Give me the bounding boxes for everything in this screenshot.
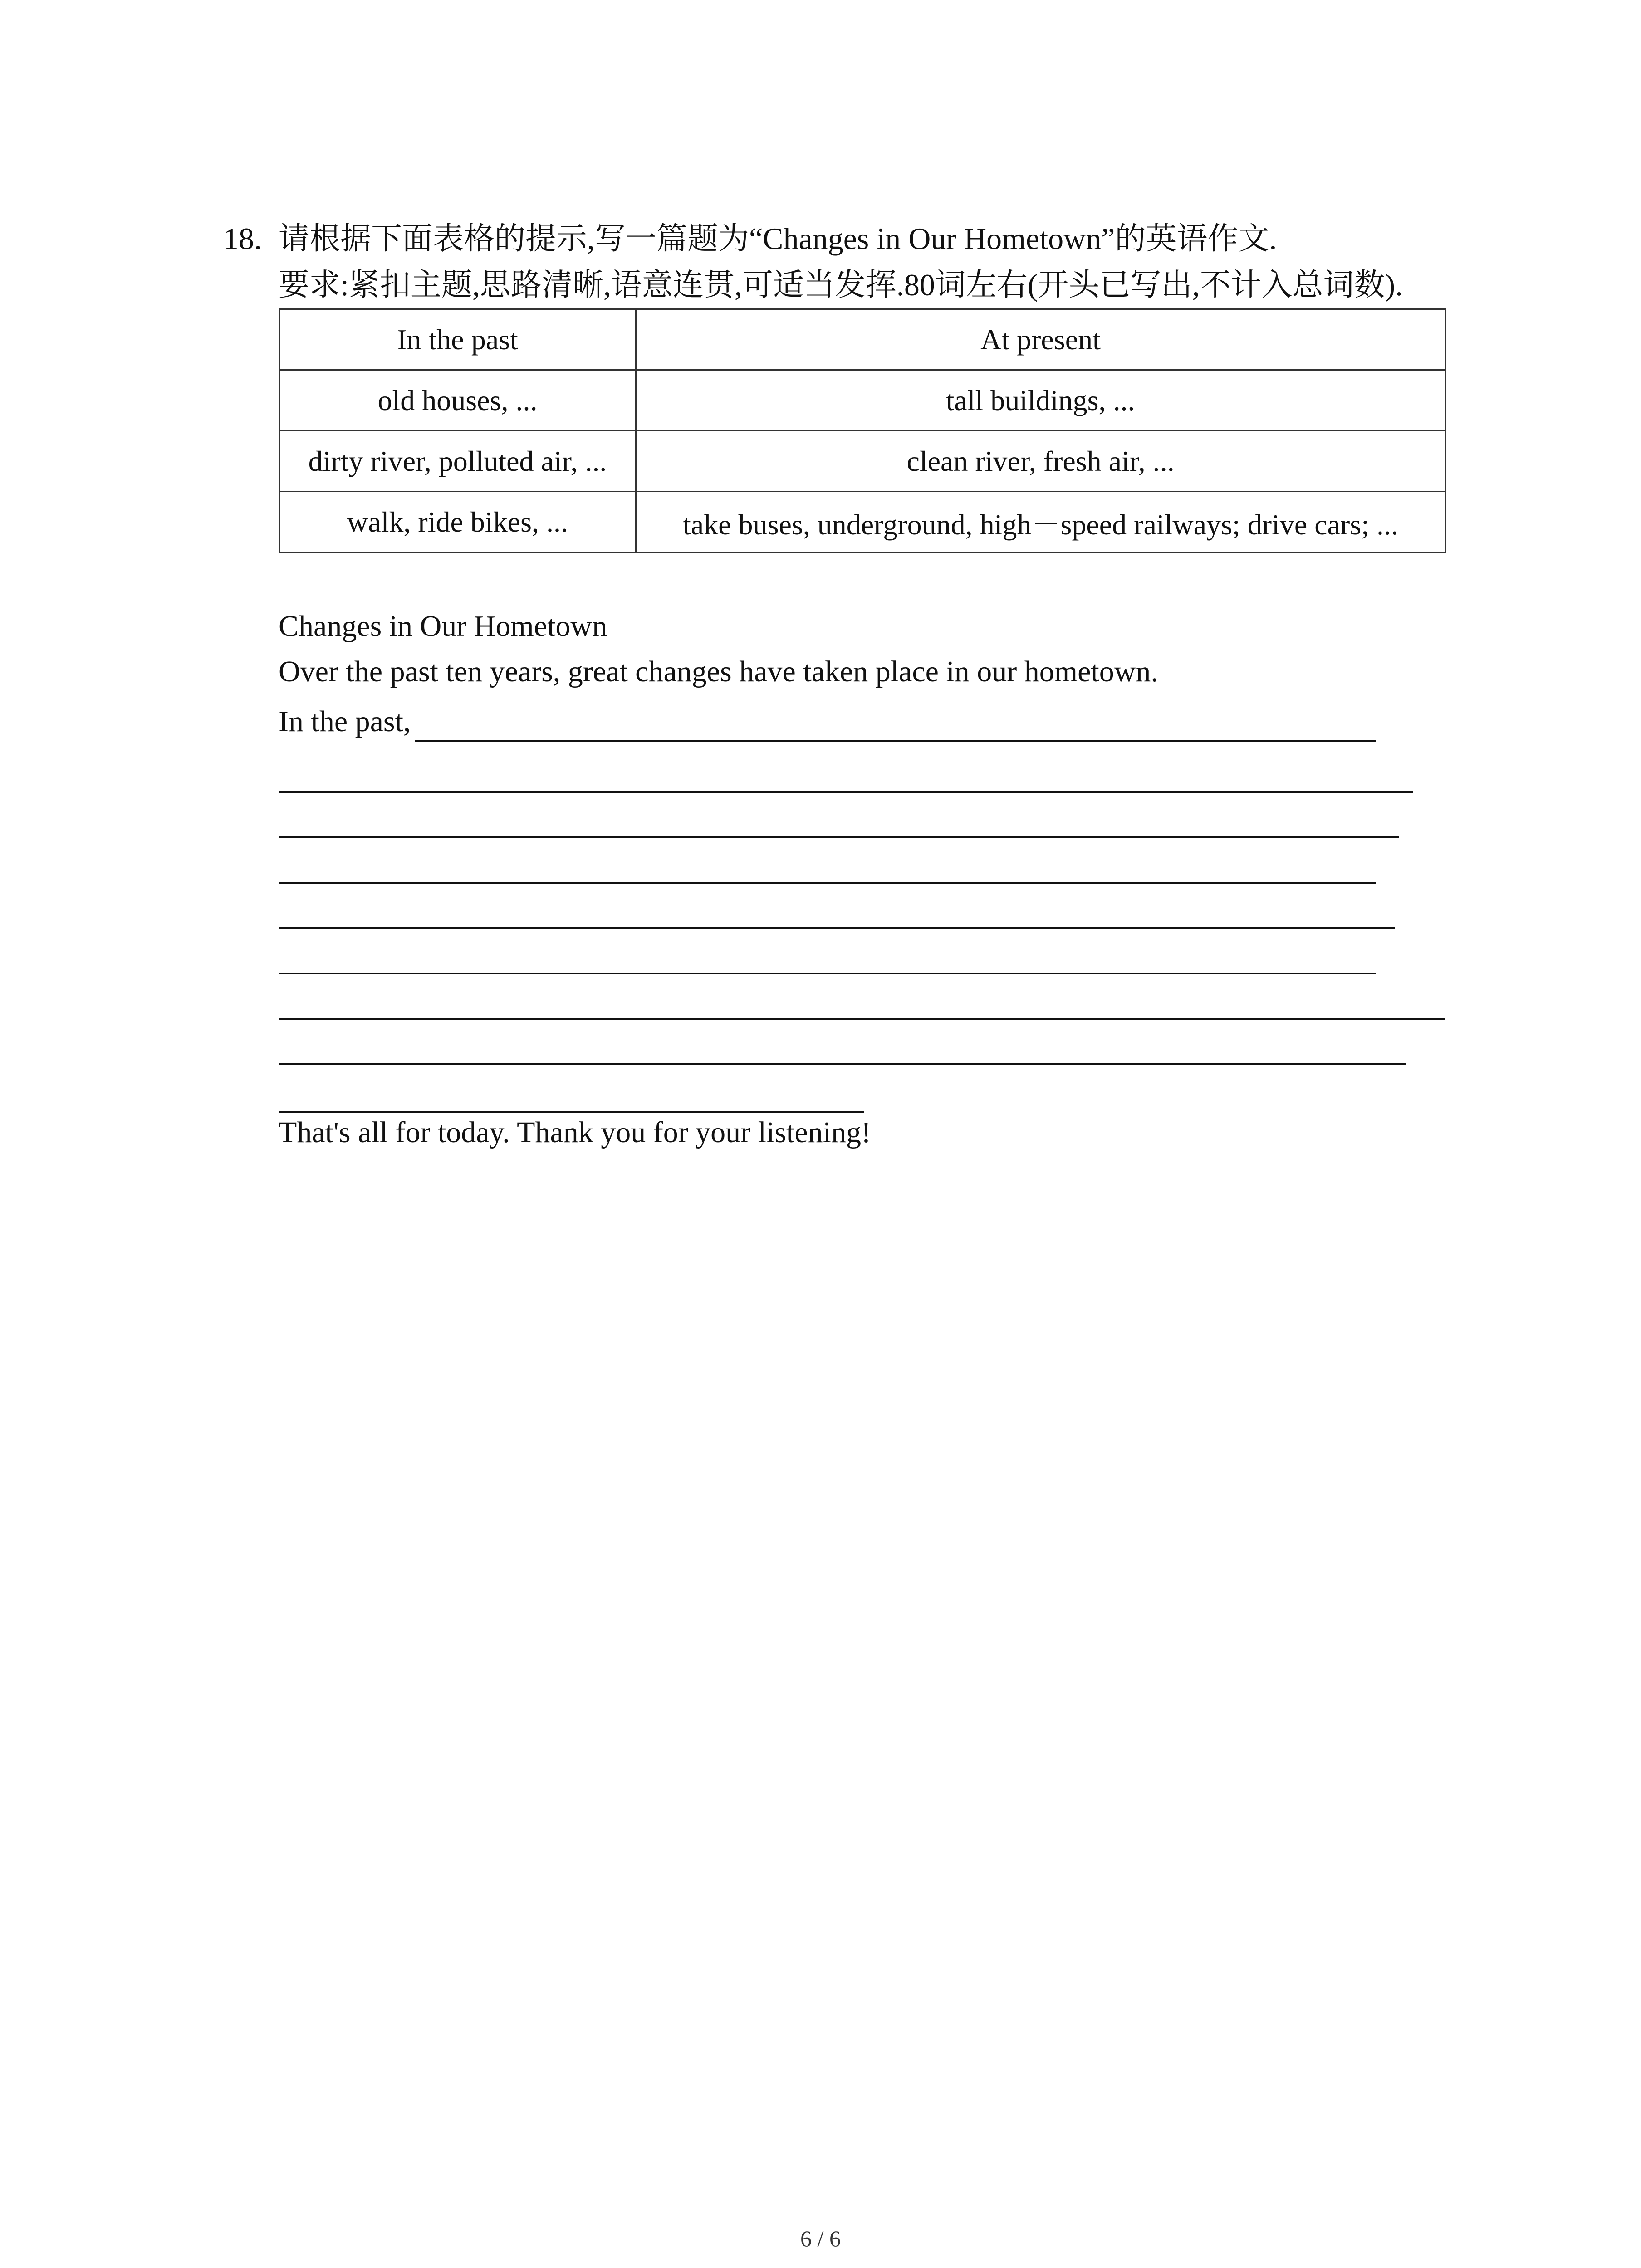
question-number: 18. (223, 221, 262, 256)
answer-line[interactable] (279, 1063, 1406, 1065)
table-header-past: In the past (279, 309, 636, 370)
table-header-row (279, 309, 1445, 370)
answer-line[interactable] (279, 927, 1395, 929)
answer-line[interactable] (279, 1018, 1445, 1020)
table-cell-past: dirty river, polluted air, ... (279, 431, 636, 492)
table-cell-present: clean river, fresh air, ... (636, 431, 1445, 492)
page-number: 6 / 6 (800, 2226, 841, 2251)
essay-start: In the past, (279, 705, 411, 738)
table-cell-past: old houses, ... (279, 370, 636, 431)
question-requirements: 要求:紧扣主题,思路清晰,语意连贯,可适当发挥.80词左右(开头已写出,不计入总词数). (279, 268, 1403, 302)
answer-line[interactable] (279, 791, 1413, 793)
table-header-present: At present (636, 309, 1445, 370)
table-cell-present: tall buildings, ... (636, 370, 1445, 431)
hint-table (279, 308, 1446, 553)
essay-title: Changes in Our Hometown (279, 610, 607, 643)
table-cell-present: take buses, underground, high－speed railways; drive cars; ... (636, 492, 1445, 552)
answer-line[interactable] (279, 973, 1376, 974)
table-row (279, 431, 1445, 492)
table-row (279, 492, 1445, 552)
table-row (279, 370, 1445, 431)
question-prompt: 请根据下面表格的提示,写一篇题为“Changes in Our Hometown”的英语作文. (279, 221, 1277, 256)
answer-line[interactable] (279, 882, 1376, 884)
answer-line[interactable] (415, 740, 1376, 742)
answer-line[interactable] (279, 836, 1399, 838)
essay-ending: That's all for today. Thank you for your listening! (279, 1116, 871, 1149)
essay-intro: Over the past ten years, great changes have taken place in our hometown. (279, 655, 1158, 688)
table-cell-past: walk, ride bikes, ... (279, 492, 636, 552)
